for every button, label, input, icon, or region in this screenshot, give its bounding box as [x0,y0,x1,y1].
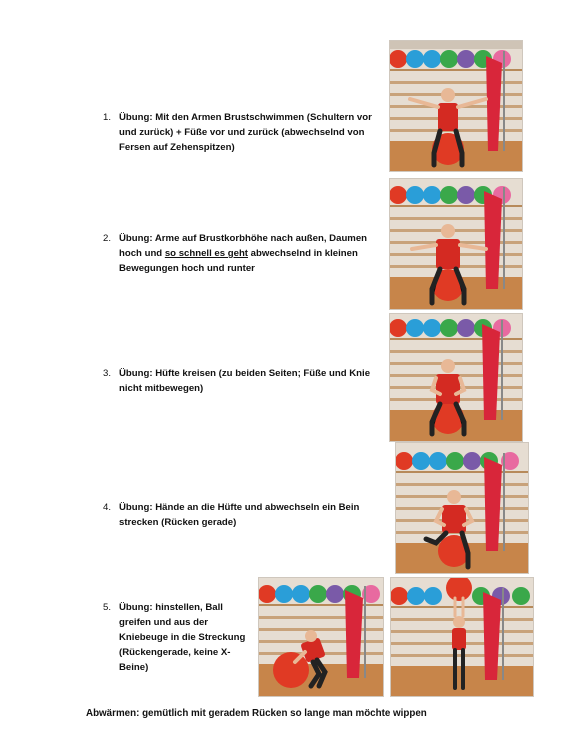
photo-illustration [390,41,522,171]
exercise-1 [103,110,383,158]
exercise-text-line: Fersen auf Zehenspitzen) [119,142,235,153]
exercise-number: 3. [103,368,112,379]
exercise-number: 1. [103,112,112,123]
exercise-2 [103,231,388,279]
text-span: hoch und [119,248,165,259]
underlined-text: so schnell es geht [164,248,249,259]
exercise-number: 4. [103,502,112,513]
exercise-5 [103,600,253,680]
photo-illustration [391,578,533,696]
exercise-text-line: nicht mitbewegen) [119,383,204,394]
photo-illustration [259,578,383,696]
text-span: abwechselnd in kleinen [248,248,358,259]
exercise-text-line: strecken (Rücken gerade) [119,517,237,528]
exercise-text-line: Übung: hinstellen, Ball [119,602,223,613]
photo-illustration [396,443,528,573]
exercise-text-line: Übung: Mit den Armen Brustschwimmen (Schultern vor [119,112,372,123]
exercise-5-photo-squat [258,577,384,697]
exercise-4 [103,500,388,532]
exercise-number: 2. [103,233,112,244]
exercise-text-line: Bewegungen hoch und runter [119,263,255,274]
exercise-4-photo [395,442,529,574]
exercise-text-line: Übung: Hüfte kreisen (zu beiden Seiten; Füße und Knie [119,368,371,379]
exercise-text-line: (Rückengerade, keine X- [119,647,231,658]
exercise-text-line: Übung: Hände an die Hüfte und abwechseln ein Bein [119,502,360,513]
footer-note: Abwärmen: gemütlich mit geradem Rücken so lange man möchte wippen [86,708,427,719]
exercise-text-line: Kniebeuge in die Streckung [119,632,246,643]
exercise-2-photo [389,178,523,310]
exercise-5-photo-stretch [390,577,534,697]
exercise-1-photo [389,40,523,172]
photo-illustration [390,314,522,441]
exercise-3 [103,366,388,398]
exercise-text-line: Beine) [119,662,149,673]
exercise-text-line: und zurück) + Füße vor und zurück (abwechselnd von [119,127,365,138]
exercise-text-line [119,246,367,261]
exercise-text-line: Übung: Arme auf Brustkorbhöhe nach außen, Daumen [119,233,368,244]
photo-illustration [390,179,522,309]
exercise-number: 5. [103,602,112,613]
exercise-3-photo [389,313,523,442]
exercise-text-line: greifen und aus der [119,617,209,628]
